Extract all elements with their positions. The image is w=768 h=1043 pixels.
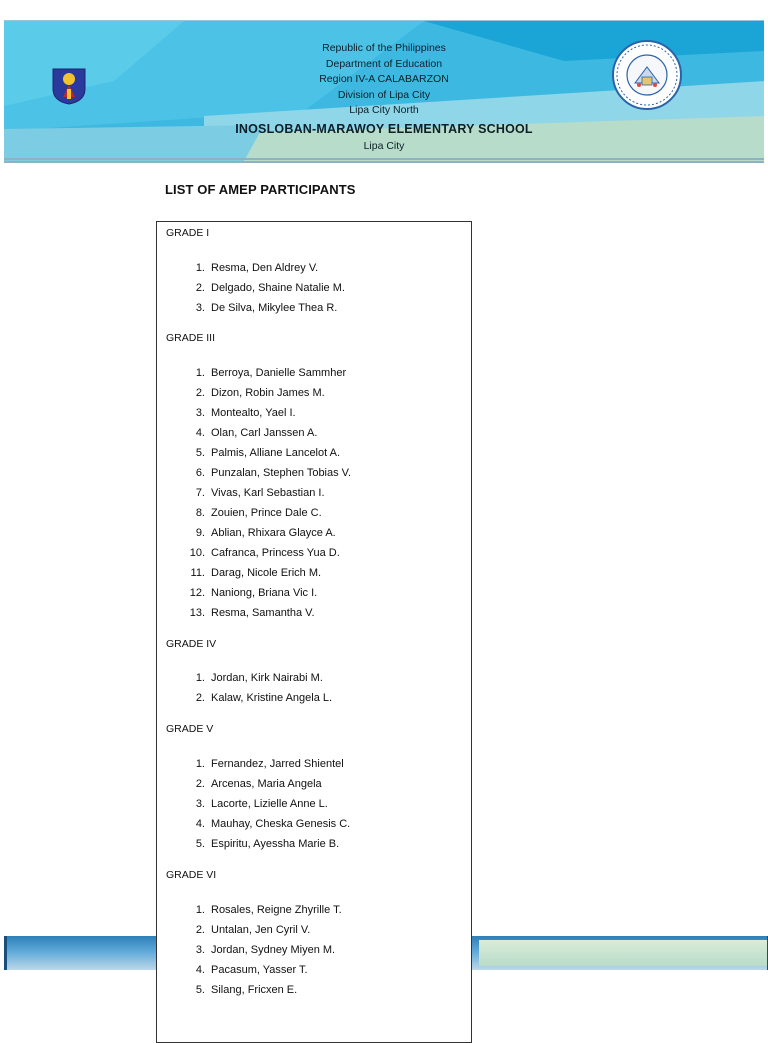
- list-item: 2. Arcenas, Maria Angela: [195, 778, 322, 790]
- header-text-block: [4, 41, 764, 154]
- participant-name: Fernandez, Jarred Shientel: [211, 758, 344, 770]
- participant-name: Jordan, Sydney Miyen M.: [211, 944, 336, 956]
- list-item: 2. Dizon, Robin James M.: [195, 387, 325, 399]
- list-item: 4. Pacasum, Yasser T.: [195, 964, 308, 976]
- header-city: Lipa City: [363, 139, 405, 152]
- header-line-republic: Republic of the Philippines: [322, 42, 446, 54]
- participant-name: Vivas, Karl Sebastian I.: [211, 487, 325, 499]
- list-item: 3. Montealto, Yael I.: [195, 407, 296, 419]
- list-item: 8. Zouien, Prince Dale C.: [195, 507, 322, 519]
- list-item: 1. Resma, Den Aldrey V.: [195, 262, 319, 274]
- list-item: 3. Lacorte, Lizielle Anne L.: [195, 798, 328, 810]
- participant-name: Pacasum, Yasser T.: [211, 964, 308, 976]
- grade-heading: GRADE III: [166, 332, 216, 344]
- grade-3-list: [157, 363, 457, 623]
- grade-1-list: [157, 258, 457, 318]
- header-line-department: Department of Education: [325, 57, 443, 70]
- list-item: 13. Resma, Samantha V.: [189, 607, 315, 619]
- list-item: 3. De Silva, Mikylee Thea R.: [195, 302, 338, 314]
- header-line-district: Lipa City North: [349, 104, 419, 116]
- participant-name: Resma, Den Aldrey V.: [211, 262, 319, 274]
- participant-name: Darag, Nicole Erich M.: [211, 567, 322, 579]
- participant-name: Zouien, Prince Dale C.: [211, 507, 322, 519]
- header-banner: [4, 20, 764, 163]
- list-item: 5. Palmis, Alliane Lancelot A.: [195, 447, 341, 459]
- participant-name: Punzalan, Stephen Tobias V.: [211, 467, 352, 479]
- list-item: 5. Silang, Fricxen E.: [195, 984, 298, 996]
- grade-heading: GRADE I: [166, 227, 210, 239]
- participant-name: Naniong, Briana Vic I.: [211, 587, 318, 599]
- header-line-region: Region IV-A CALABARZON: [319, 73, 449, 85]
- participant-name: De Silva, Mikylee Thea R.: [211, 302, 338, 314]
- grade-heading: GRADE V: [166, 723, 214, 735]
- list-item: 4. Mauhay, Cheska Genesis C.: [195, 818, 351, 830]
- participant-name: Mauhay, Cheska Genesis C.: [211, 818, 351, 830]
- participant-name: Palmis, Alliane Lancelot A.: [211, 447, 341, 459]
- list-item: 3. Jordan, Sydney Miyen M.: [195, 944, 336, 956]
- grade-heading: GRADE VI: [166, 869, 217, 881]
- grade-heading: GRADE IV: [166, 638, 217, 650]
- participant-name: Espiritu, Ayessha Marie B.: [211, 838, 340, 850]
- participant-name: Resma, Samantha V.: [211, 607, 315, 619]
- participant-name: Ablian, Rhixara Glayce A.: [211, 527, 336, 539]
- participant-name: Kalaw, Kristine Angela L.: [211, 692, 333, 704]
- participant-name: Delgado, Shaine Natalie M.: [211, 282, 345, 294]
- list-item: 2. Untalan, Jen Cyril V.: [195, 924, 311, 936]
- page-title: LIST OF AMEP PARTICIPANTS: [165, 182, 356, 197]
- list-item: 1. Rosales, Reigne Zhyrille T.: [195, 904, 342, 916]
- list-item: 5. Espiritu, Ayessha Marie B.: [195, 838, 340, 850]
- grade-5-list: [157, 754, 457, 854]
- participant-name: Untalan, Jen Cyril V.: [211, 924, 311, 936]
- list-item: 2. Delgado, Shaine Natalie M.: [195, 282, 345, 294]
- list-item: 11. Darag, Nicole Erich M.: [190, 567, 322, 579]
- participant-name: Arcenas, Maria Angela: [211, 778, 322, 790]
- footer-bar-accent: [479, 940, 767, 966]
- participant-name: Rosales, Reigne Zhyrille T.: [211, 904, 342, 916]
- list-item: 6. Punzalan, Stephen Tobias V.: [195, 467, 352, 479]
- list-item: 1. Jordan, Kirk Nairabi M.: [195, 672, 323, 684]
- list-item: 10. Cafranca, Princess Yua D.: [189, 547, 340, 559]
- list-item: 4. Olan, Carl Janssen A.: [195, 427, 318, 439]
- grade-4-list: [157, 668, 457, 708]
- participants-list-box: [156, 221, 472, 1043]
- participant-name: Cafranca, Princess Yua D.: [211, 547, 340, 559]
- participant-name: Jordan, Kirk Nairabi M.: [211, 672, 323, 684]
- participant-name: Montealto, Yael I.: [211, 407, 296, 419]
- grade-6-list: [157, 900, 457, 1000]
- list-item: 1. Berroya, Danielle Sammher: [195, 367, 347, 379]
- participant-name: Dizon, Robin James M.: [211, 387, 325, 399]
- participant-name: Olan, Carl Janssen A.: [211, 427, 318, 439]
- school-name: INOSLOBAN-MARAWOY ELEMENTARY SCHOOL: [235, 121, 533, 136]
- header-line-division: Division of Lipa City: [337, 88, 431, 101]
- list-item: 12. Naniong, Briana Vic I.: [189, 587, 318, 599]
- list-item: 1. Fernandez, Jarred Shientel: [195, 758, 344, 770]
- list-item: 7. Vivas, Karl Sebastian I.: [195, 487, 325, 499]
- list-item: 2. Kalaw, Kristine Angela L.: [195, 692, 333, 704]
- participant-name: Silang, Fricxen E.: [211, 984, 298, 996]
- list-item: 9. Ablian, Rhixara Glayce A.: [195, 527, 336, 539]
- participant-name: Berroya, Danielle Sammher: [211, 367, 347, 379]
- participant-name: Lacorte, Lizielle Anne L.: [211, 798, 328, 810]
